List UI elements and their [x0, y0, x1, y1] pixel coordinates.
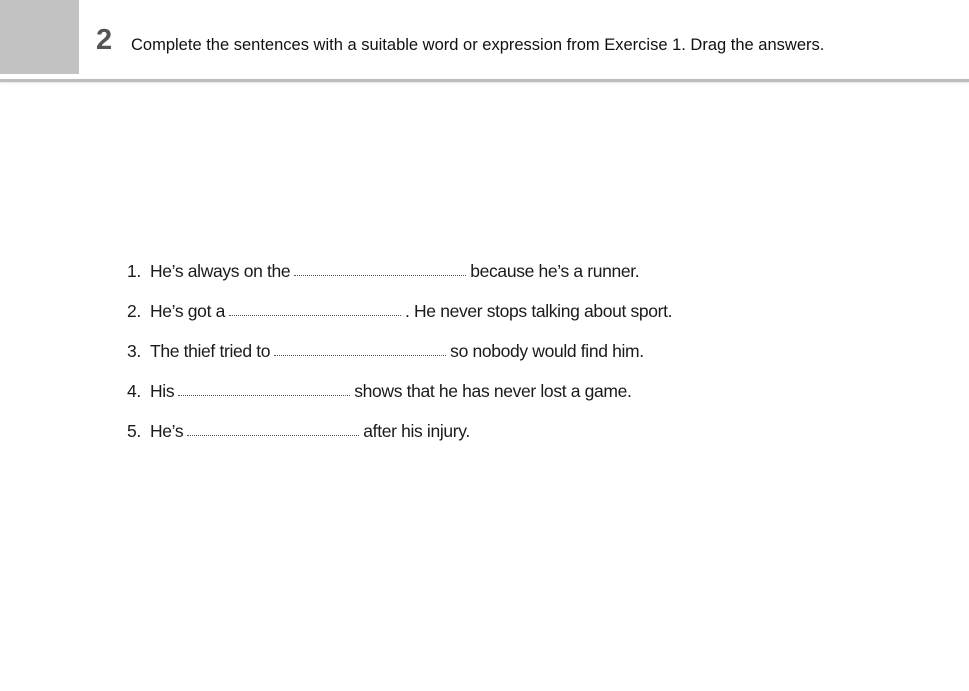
sentence-number: 5.	[127, 420, 141, 441]
exercise-instruction: Complete the sentences with a suitable word or expression from Exercise 1. Drag the answers.	[131, 36, 825, 54]
exercise-header	[0, 0, 969, 80]
answer-drop-zone[interactable]	[178, 381, 350, 396]
sentence-text-before: He’s	[150, 420, 184, 441]
answer-drop-zone[interactable]	[229, 301, 401, 316]
sentence-text-after: . He never stops talking about sport.	[404, 300, 673, 321]
sentence-text-before: His	[150, 380, 175, 401]
sentence-text-after: shows that he has never lost a game.	[354, 380, 632, 401]
sentence-text-before: He’s always on the	[150, 260, 291, 281]
sentence-text-after: because he’s a runner.	[470, 260, 640, 281]
answer-drop-zone[interactable]	[294, 261, 466, 276]
exercise-number: 2	[96, 24, 113, 56]
sentence-item	[127, 411, 672, 451]
sentence-number: 2.	[127, 300, 141, 321]
header-tab	[0, 0, 79, 74]
sentence-number: 1.	[127, 260, 141, 281]
sentence-item	[127, 371, 672, 411]
sentence-text-after: after his injury.	[363, 420, 470, 441]
header-divider	[0, 79, 969, 82]
sentence-text-after: so nobody would find him.	[450, 340, 644, 361]
sentence-item	[127, 291, 672, 331]
answer-drop-zone[interactable]	[274, 341, 446, 356]
sentence-number: 4.	[127, 380, 141, 401]
sentence-item	[127, 251, 672, 291]
sentence-list	[127, 251, 672, 451]
sentence-item	[127, 331, 672, 371]
answer-drop-zone[interactable]	[187, 421, 359, 436]
sentence-text-before: He’s got a	[150, 300, 225, 321]
sentence-text-before: The thief tried to	[150, 340, 271, 361]
sentence-number: 3.	[127, 340, 141, 361]
